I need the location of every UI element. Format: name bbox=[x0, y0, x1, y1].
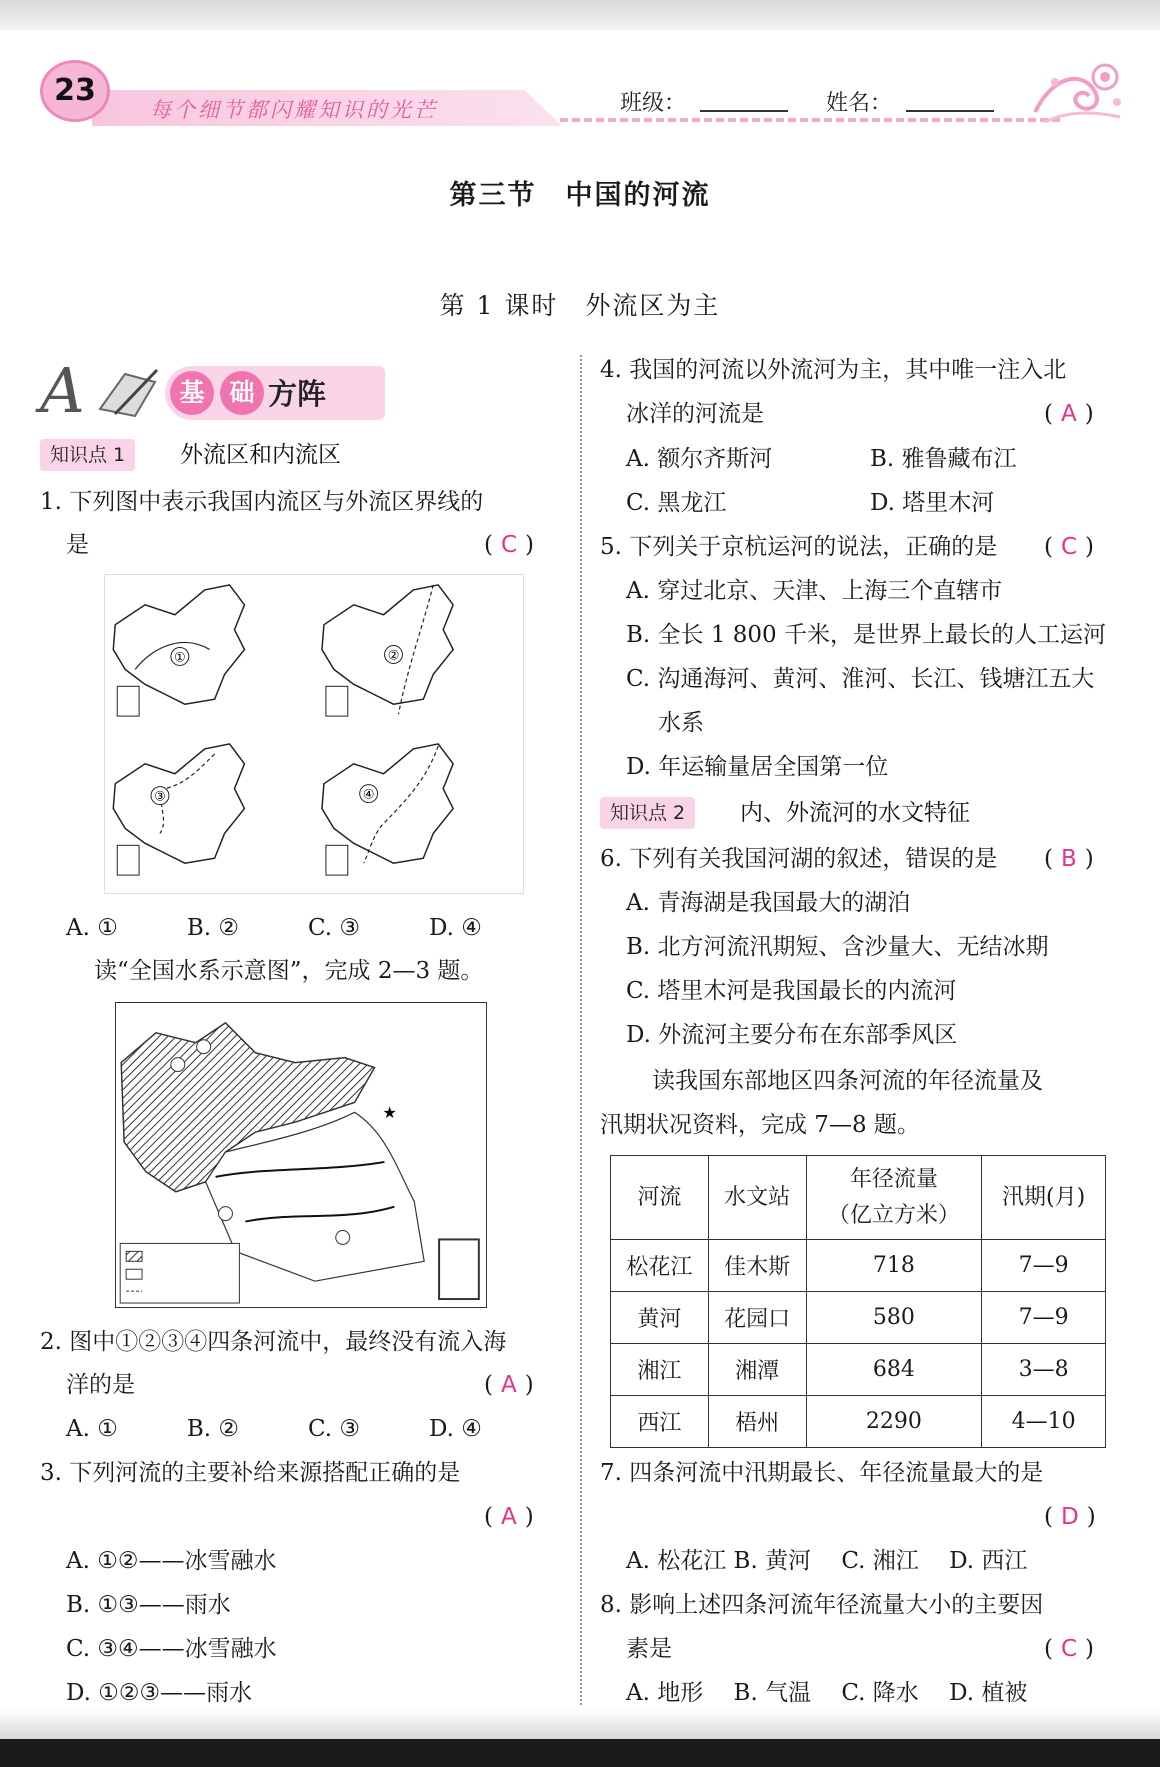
river-flow-table bbox=[610, 1155, 1106, 1448]
name-blank bbox=[906, 110, 994, 112]
q8-options: A. 地形 B. 气温 C. 降水 D. 植被 bbox=[626, 1680, 1028, 1706]
cell-flood-season: 7—9 bbox=[982, 1292, 1106, 1344]
q4-option-d: D. 塔里木河 bbox=[870, 490, 995, 516]
q1-answer: ( C ) bbox=[484, 532, 535, 558]
map-1 bbox=[113, 585, 244, 716]
cell-runoff: 2290 bbox=[806, 1396, 982, 1448]
banner-letter: A bbox=[40, 354, 85, 427]
cell-station: 梧州 bbox=[708, 1396, 806, 1448]
map-2 bbox=[322, 585, 453, 716]
q3-answer-letter: A bbox=[500, 1504, 517, 1530]
q2-options: A. ① B. ② C. ③ D. ④ bbox=[66, 1416, 482, 1442]
header-runoff-line1: 年径流量 bbox=[849, 1166, 938, 1192]
cell-flood-season: 4—10 bbox=[982, 1396, 1106, 1448]
q6-answer-letter: B bbox=[1060, 846, 1077, 872]
banner-text: 方阵 bbox=[268, 377, 327, 411]
kp-tag: 知识点 1 bbox=[40, 439, 135, 471]
q4-stem-line1: 4. 我国的河流以外流河为主，其中唯一注入北 bbox=[600, 357, 1067, 383]
q6-option-b: B. 北方河流汛期短、含沙量大、无结冰期 bbox=[626, 934, 1049, 960]
cell-runoff: 684 bbox=[806, 1344, 982, 1396]
viewer-bottom-bar bbox=[0, 1739, 1160, 1767]
q8-answer: ( C ) bbox=[1044, 1636, 1095, 1662]
name-label: 姓名： bbox=[826, 91, 893, 116]
q3-answer: ( A ) bbox=[484, 1504, 534, 1530]
cell-river: 湘江 bbox=[611, 1344, 709, 1396]
column-divider bbox=[580, 355, 582, 1705]
knowledge-point-1 bbox=[40, 439, 540, 473]
class-label: 班级： bbox=[620, 91, 687, 116]
q5-answer-letter: C bbox=[1060, 534, 1078, 560]
q8-answer-letter: C bbox=[1060, 1636, 1078, 1662]
header-flood-season: 汛期(月) bbox=[982, 1156, 1106, 1240]
kp-tag: 知识点 2 bbox=[600, 797, 695, 829]
table-header-row bbox=[611, 1156, 1106, 1240]
map-4 bbox=[322, 744, 453, 875]
floral-ornament-icon bbox=[1025, 52, 1125, 127]
block-banner bbox=[40, 354, 360, 427]
map-3-label: ③ bbox=[154, 789, 166, 805]
map-4-label: ④ bbox=[362, 787, 375, 803]
cell-flood-season: 7—9 bbox=[982, 1240, 1106, 1292]
q6-option-c: C. 塔里木河是我国最长的内流河 bbox=[626, 978, 957, 1004]
q4-option-a: A. 额尔齐斯河 bbox=[626, 446, 773, 472]
viewer-bottom-shade bbox=[0, 1709, 1160, 1739]
read-map-instruction: 读“全国水系示意图”，完成 2—3 题。 bbox=[94, 958, 484, 984]
cell-flood-season: 3—8 bbox=[982, 1344, 1106, 1396]
q3-option-c: C. ③④——冰雪融水 bbox=[66, 1636, 277, 1662]
map-1-label: ① bbox=[174, 650, 186, 666]
q7-answer-letter: D bbox=[1060, 1504, 1079, 1530]
banner-char-1: 基 bbox=[170, 371, 214, 415]
read-table-instruction-line1: 读我国东部地区四条河流的年径流量及 bbox=[652, 1068, 1043, 1094]
cell-runoff: 580 bbox=[806, 1292, 982, 1344]
kp-title: 外流区和内流区 bbox=[180, 442, 341, 468]
q5-stem: 5. 下列关于京杭运河的说法，正确的是 bbox=[600, 534, 998, 560]
q5-option-c-line2: 水系 bbox=[658, 710, 704, 736]
cell-river: 西江 bbox=[611, 1396, 709, 1448]
q7-answer: ( D ) bbox=[1044, 1504, 1096, 1530]
cell-station: 花园口 bbox=[708, 1292, 806, 1344]
lesson-title: 第 1 课时 外流区为主 bbox=[439, 291, 721, 320]
q6-stem: 6. 下列有关我国河湖的叙述，错误的是 bbox=[600, 846, 998, 872]
q8-stem-line1: 8. 影响上述四条河流年径流量大小的主要因 bbox=[600, 1592, 1044, 1618]
knowledge-point-2 bbox=[600, 797, 1100, 831]
q5-option-d: D. 年运输量居全国第一位 bbox=[626, 754, 889, 780]
q3-option-a: A. ①②——冰雪融水 bbox=[66, 1548, 277, 1574]
capital-star-icon: ★ bbox=[382, 1103, 397, 1123]
cell-river: 松花江 bbox=[611, 1240, 709, 1292]
q1-options: A. ① B. ② C. ③ D. ④ bbox=[66, 915, 482, 941]
viewer-top-bar bbox=[0, 0, 1160, 30]
header-runoff-line2: （亿立方米） bbox=[827, 1202, 960, 1228]
q7-stem: 7. 四条河流中汛期最长、年径流量最大的是 bbox=[600, 1460, 1044, 1486]
q4-option-c: C. 黑龙江 bbox=[626, 490, 727, 516]
cell-river: 黄河 bbox=[611, 1292, 709, 1344]
header-runoff bbox=[806, 1156, 982, 1240]
q5-option-c-line1: C. 沟通海河、黄河、淮河、长江、钱塘江五大 bbox=[626, 666, 1095, 692]
q7-options: A. 松花江 B. 黄河 C. 湘江 D. 西江 bbox=[626, 1548, 1028, 1574]
q5-option-b: B. 全长 1 800 千米，是世界上最长的人工运河 bbox=[626, 622, 1106, 648]
q2-stem-line2: 洋的是 bbox=[66, 1372, 135, 1398]
q4-answer-letter: A bbox=[1060, 401, 1077, 427]
page-number: 23 bbox=[40, 60, 110, 122]
q2-answer: ( A ) bbox=[484, 1372, 534, 1398]
read-table-instruction-line2: 汛期状况资料，完成 7—8 题。 bbox=[600, 1112, 920, 1138]
q1-stem-line1: 1. 下列图中表示我国内流区与外流区界线的 bbox=[40, 489, 484, 515]
q5-answer: ( C ) bbox=[1044, 534, 1095, 560]
cell-station: 湘潭 bbox=[708, 1344, 806, 1396]
class-blank bbox=[700, 110, 788, 112]
cell-station: 佳木斯 bbox=[708, 1240, 806, 1292]
kp-title: 内、外流河的水文特征 bbox=[740, 800, 970, 826]
table-row bbox=[611, 1396, 1106, 1448]
header-dash-line bbox=[560, 118, 1060, 122]
q4-stem-line2: 冰洋的河流是 bbox=[626, 401, 764, 427]
q3-option-d: D. ①②③——雨水 bbox=[66, 1680, 253, 1706]
q2-stem-line1: 2. 图中①②③④四条河流中，最终没有流入海 bbox=[40, 1329, 507, 1355]
q6-option-d: D. 外流河主要分布在东部季风区 bbox=[626, 1022, 958, 1048]
section-title: 第三节 中国的河流 bbox=[449, 180, 711, 211]
q2-answer-letter: A bbox=[500, 1372, 517, 1398]
q6-option-a: A. 青海湖是我国最大的湖泊 bbox=[626, 890, 911, 916]
table-row bbox=[611, 1344, 1106, 1396]
q5-option-a: A. 穿过北京、天津、上海三个直辖市 bbox=[626, 578, 1003, 604]
table-row bbox=[611, 1240, 1106, 1292]
q4-answer: ( A ) bbox=[1044, 401, 1094, 427]
q1-stem-line2: 是 bbox=[66, 532, 89, 558]
header-river: 河流 bbox=[611, 1156, 709, 1240]
book-pen-icon bbox=[95, 364, 165, 422]
q6-answer: ( B ) bbox=[1044, 846, 1094, 872]
q4-option-b: B. 雅鲁藏布江 bbox=[870, 446, 1017, 472]
header-station: 水文站 bbox=[708, 1156, 806, 1240]
slogan-text: 每个细节都闪耀知识的光芒 bbox=[150, 98, 438, 122]
map-2-label: ② bbox=[387, 648, 400, 664]
q3-option-b: B. ①③——雨水 bbox=[66, 1592, 231, 1618]
q1-answer-letter: C bbox=[500, 532, 518, 558]
cell-runoff: 718 bbox=[806, 1240, 982, 1292]
china-water-system-map bbox=[115, 1002, 487, 1308]
page-header bbox=[40, 50, 1125, 130]
banner-char-2: 础 bbox=[220, 371, 264, 415]
q3-stem: 3. 下列河流的主要补给来源搭配正确的是 bbox=[40, 1460, 461, 1486]
q8-stem-line2: 素是 bbox=[626, 1636, 672, 1662]
map-3 bbox=[113, 744, 244, 875]
q1-maps bbox=[104, 574, 524, 894]
table-row bbox=[611, 1292, 1106, 1344]
